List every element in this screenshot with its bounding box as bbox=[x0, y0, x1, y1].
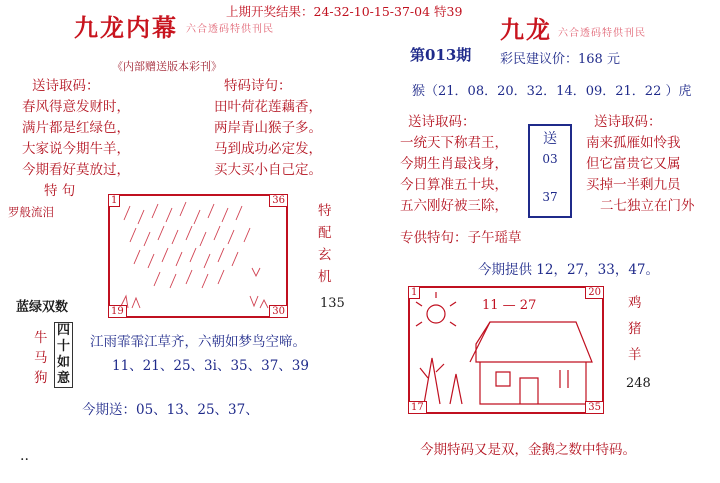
corner-br: 30 bbox=[269, 305, 288, 318]
poem-line: 南来孤雁如怜我 bbox=[586, 135, 681, 151]
corner-br: 35 bbox=[585, 401, 604, 414]
left-label: 罗般流泪 bbox=[8, 205, 54, 219]
corner-bl: 17 bbox=[408, 401, 427, 414]
side-char: 配 bbox=[318, 225, 332, 241]
left-side-number: 135 bbox=[320, 296, 345, 311]
left-send: 今期送：05、13、25、37、 bbox=[82, 402, 259, 418]
mid-box-label: 送 bbox=[543, 131, 557, 147]
side-char: 玄 bbox=[318, 247, 332, 263]
corner-tl: 1 bbox=[108, 194, 120, 207]
poem-line: 二七独立在门外 bbox=[600, 198, 695, 214]
poem-line: 五六刚好被三除， bbox=[400, 198, 508, 214]
mid-box-n1: 03 bbox=[542, 152, 558, 166]
dots: .. bbox=[20, 448, 29, 464]
issue-number: 第013期 bbox=[410, 46, 472, 64]
special-line: 专供特句：子午瑶草 bbox=[400, 230, 522, 246]
poem-line: 满片都是红绿色， bbox=[22, 120, 130, 136]
poem-line: 两岸青山猴子多。 bbox=[214, 120, 322, 136]
poem-line: 但它富贵它又属 bbox=[586, 156, 681, 172]
left-title-stamp: 六合透码特供刊民 bbox=[186, 24, 274, 35]
monkey-line: 猴（21．08．20．32．14．09．21．22 ）虎 bbox=[412, 84, 692, 99]
right-side-vertical bbox=[628, 290, 642, 368]
right-poem-right bbox=[586, 112, 695, 217]
provide-line: 今期提供 12，27，33，47。 bbox=[478, 262, 660, 278]
corner-tl: 1 bbox=[408, 286, 420, 299]
poem-line: 买大买小自己定。 bbox=[214, 162, 322, 178]
poem-heading: 送诗取码： bbox=[32, 78, 100, 94]
last-result: 上期开奖结果：24-32-10-15-37-04 特39 bbox=[226, 4, 463, 19]
corner-bl: 19 bbox=[108, 305, 127, 318]
side-char: 特 bbox=[318, 203, 332, 219]
left-poem-2 bbox=[214, 76, 322, 181]
ten-char: 四 bbox=[57, 323, 71, 338]
poem-line: 今期看好莫放过， bbox=[22, 162, 130, 178]
right-poem-left bbox=[400, 112, 508, 217]
poem-line: 大家说今期牛羊， bbox=[22, 141, 130, 157]
poem-line: 今日算准五十块， bbox=[400, 177, 508, 193]
left-verse: 江雨霏霏江草齐，六朝如梦鸟空啼。 bbox=[90, 334, 306, 350]
right-footer: 今期特码又是双，金鹅之数中特码。 bbox=[420, 442, 636, 458]
poem-line: 今期生肖最浅身， bbox=[400, 156, 508, 172]
ten-label bbox=[54, 322, 73, 388]
mid-box bbox=[528, 124, 572, 218]
right-title: 九龙 bbox=[500, 15, 552, 44]
poem-heading: 送诗取码： bbox=[408, 114, 476, 130]
side-char: 机 bbox=[318, 269, 332, 285]
ten-char: 如 bbox=[57, 355, 71, 370]
corner-tr: 36 bbox=[269, 194, 288, 207]
left-picture-box bbox=[108, 194, 288, 318]
poem-line: 田叶荷花莲藕香， bbox=[214, 99, 322, 115]
right-title-stamp: 六合透码特供刊民 bbox=[558, 28, 646, 39]
zodiac-list bbox=[34, 328, 48, 388]
right-picture-box bbox=[408, 286, 604, 414]
zodiac: 马 bbox=[34, 350, 48, 366]
zodiac: 牛 bbox=[34, 330, 48, 346]
poem-heading: 特码诗句： bbox=[224, 78, 292, 94]
price: 彩民建议价：168 元 bbox=[500, 52, 620, 67]
poem-line: 春风得意发财时， bbox=[22, 99, 130, 115]
poem-line: 马到成功必定发， bbox=[214, 141, 322, 157]
ten-char: 意 bbox=[57, 371, 71, 386]
zodiac: 狗 bbox=[34, 370, 48, 386]
side-char: 鸡 bbox=[628, 295, 642, 311]
mid-box-n2: 37 bbox=[542, 190, 558, 204]
left-subtitle: 《内部赠送版本彩刊》 bbox=[112, 60, 222, 73]
ten-char: 十 bbox=[57, 339, 71, 354]
rain-sketch bbox=[110, 196, 286, 316]
poem-heading: 送诗取码： bbox=[594, 114, 662, 130]
sketch-text: 11 — 27 bbox=[482, 298, 537, 313]
side-char: 猪 bbox=[628, 321, 642, 337]
right-side-number: 248 bbox=[626, 376, 651, 391]
poem-line: 买掉一半剩九员 bbox=[586, 177, 681, 193]
side-char: 羊 bbox=[628, 347, 642, 363]
poem-end: 特 句 bbox=[44, 183, 76, 199]
left-side-vertical bbox=[318, 200, 332, 288]
left-title: 九龙内幕 bbox=[74, 13, 178, 42]
left-poem-1 bbox=[22, 76, 130, 202]
color-label: 蓝绿双数 bbox=[16, 300, 69, 315]
left-numbers: 11、21、25、3i、35、37、39 bbox=[112, 358, 309, 374]
poem-line: 一统天下称君王， bbox=[400, 135, 508, 151]
corner-tr: 20 bbox=[585, 286, 604, 299]
